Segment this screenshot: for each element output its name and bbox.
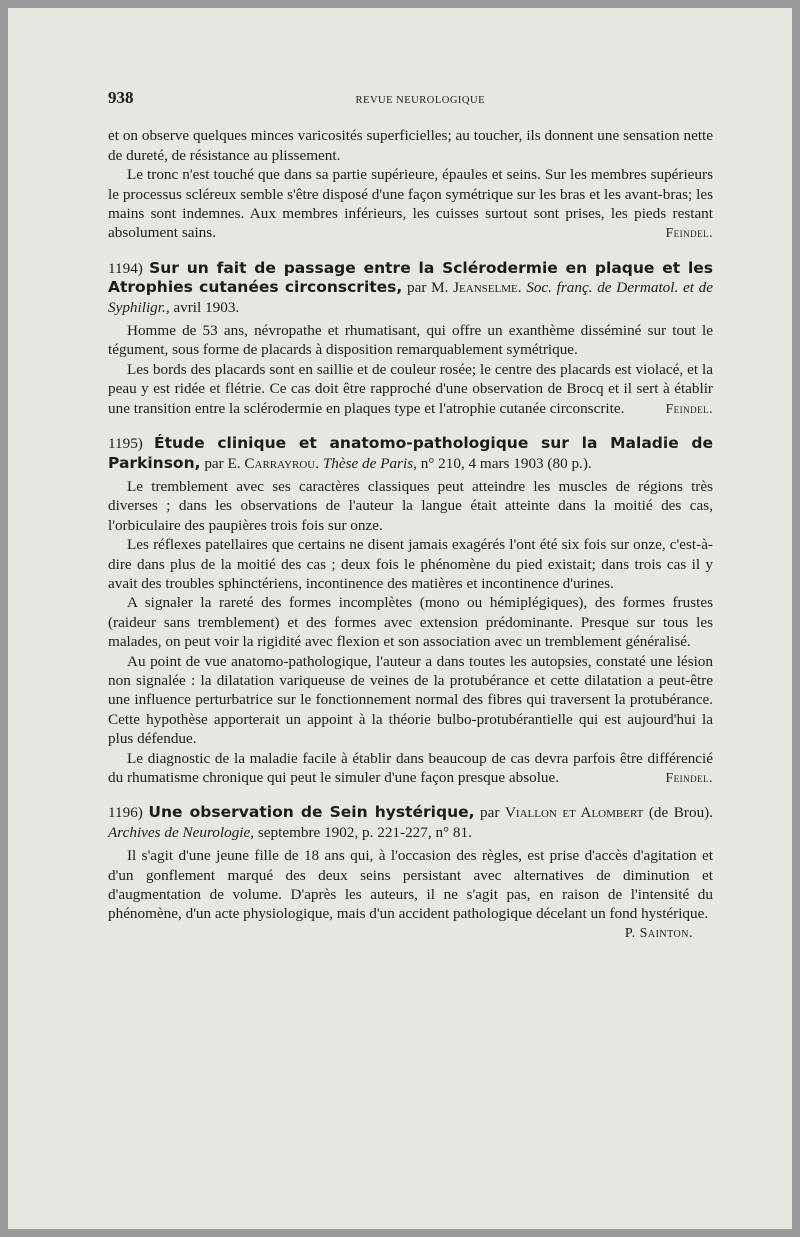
article-author: Carrayrou <box>244 454 316 472</box>
article-date: , septembre 1902, p. 221-227, n° 81. <box>250 823 472 841</box>
running-title: REVUE NEUROLOGIQUE <box>355 95 485 106</box>
article-1196 <box>108 803 713 943</box>
article-title: Une observation de Sein hystérique, <box>148 803 475 822</box>
article-signature: Feindel. <box>665 770 713 786</box>
article-title: Sur un fait de passage entre la Sclérodermie en plaque et les Atrophies cutanées circonscrites, <box>108 258 713 297</box>
page-content <box>108 88 713 943</box>
article-by: par M. <box>402 279 454 297</box>
article-paragraph: Homme de 53 ans, névropathe et rhumatisant, qui offre un exanthème disséminé sur tout le tégument, sous forme de placards à disposition remarquablement symétrique. <box>108 322 713 359</box>
article-source-sep: . <box>315 454 323 472</box>
article-source-sep: (de Brou). <box>643 804 714 822</box>
article-title: Étude clinique et anatomo-pathologique sur la Maladie de Parkinson, <box>108 434 714 472</box>
article-number: 1195) <box>108 435 143 453</box>
article-signature: P. Sainton. <box>624 925 693 941</box>
page-number: 938 <box>108 88 134 107</box>
intro-paragraph-2: Le tronc n'est touché que dans sa partie supérieure, épaules et seins. Sur les membres supérieurs le processus scléreux semble s'être disposé d'une façon symétrique sur les bras et les avant-bras; les mains sont indemnes. Aux membres inférieurs, les cuisses surtout sont prises, les pieds restant absolument sains. <box>108 166 713 242</box>
article-author: Jeanselme <box>453 279 518 297</box>
article-paragraph: A signaler la rareté des formes incomplètes (mono ou hémiplégiques), des formes frustes (raideur sans tremblement) et des formes avec extension prédominante. Presque sur tous les malades, on peut voir la rigidité avec flexion et son association avec un tremblement généralisé. <box>108 594 713 651</box>
article-paragraph: Le tremblement avec ses caractères classiques peut atteindre les muscles de régions très diverses ; dans les observations de l'auteur la langue était atteinte dans la moitié des cas, l'orbiculaire des paupières trois fois sur onze. <box>108 477 713 534</box>
article-author: Viallon et Alombert <box>504 804 644 822</box>
article-heading <box>108 259 713 317</box>
page-header <box>108 88 713 110</box>
article-source: Thèse de Paris <box>322 454 414 472</box>
scanned-page <box>8 8 792 1229</box>
intro-paragraph-1: et on observe quelques minces varicosités superficielles; au toucher, ils donnent une sensation nette de dureté, de résistance au plissement. <box>108 127 713 164</box>
article-by: par <box>474 804 505 822</box>
article-source-sep: . <box>517 279 527 297</box>
article-source: Archives de Neurologie <box>108 823 251 841</box>
article-date: , n° 210, 4 mars 1903 (80 p.). <box>413 454 592 472</box>
article-paragraph: Le diagnostic de la maladie facile à établir dans beaucoup de cas devra parfois être différencié du rhumatisme chronique qui peut le simuler d'une façon presque absolue. <box>108 749 713 787</box>
article-heading <box>108 803 713 842</box>
article-number: 1194) <box>108 259 143 277</box>
article-paragraph: Les réflexes patellaires que certains ne disent jamais exagérés l'ont été six fois sur onze, c'est-à-dire dans plus de la moitié des cas ; deux fois le phénomène du pied existait; dans trois cas il y avait des troubles sphinctériens, incontinence des matières et incontinence d'urines. <box>108 536 713 592</box>
article-by: par E. <box>200 454 245 472</box>
article-1194 <box>108 259 713 418</box>
article-paragraph: Il s'agit d'une jeune fille de 18 ans qui, à l'occasion des règles, est prise d'accès d'agitation et d'un gonflement marqué des deux seins persistant avec alternatives de diminution et d'augmentation de volume. D'après les auteurs, il ne s'agit pas, en raison de l'intensité du phénomène, d'un acte physiologique, mais d'un accident pathologique décelant un fond hystérique. <box>108 847 713 923</box>
article-paragraph: Les bords des placards sont en saillie et de couleur rosée; le centre des placards est violacé, et la peau y est ridée et flétrie. Ce cas doit être rapproché d'une observation de Brocq et il sert à établir une transition entre la sclérodermie en plaques type et l'atrophie cutanée circonscrite. <box>108 360 713 417</box>
article-heading <box>108 434 713 473</box>
article-date: , avril 1903. <box>165 298 240 316</box>
article-signature: Feindel. <box>665 400 713 416</box>
intro-signature: Feindel. <box>665 225 713 241</box>
article-number: 1196) <box>108 804 143 822</box>
article-1195 <box>108 434 713 787</box>
article-paragraph: Au point de vue anatomo-pathologique, l'auteur a dans toutes les autopsies, constaté une lésion non signalée : la dilatation variqueuse de veines de la protubérance et cette dilatation a peut-être une influence perturbatrice sur le fonctionnement normal des fibres qui traversent la protubérance. Cette hypothèse apporterait un appoint à la théorie bulbo-protubérantielle qui est aujourd'hui la plus défendue. <box>108 652 713 748</box>
article-source: Soc. franç. de Dermatol. et de Syphiligr. <box>108 279 713 316</box>
